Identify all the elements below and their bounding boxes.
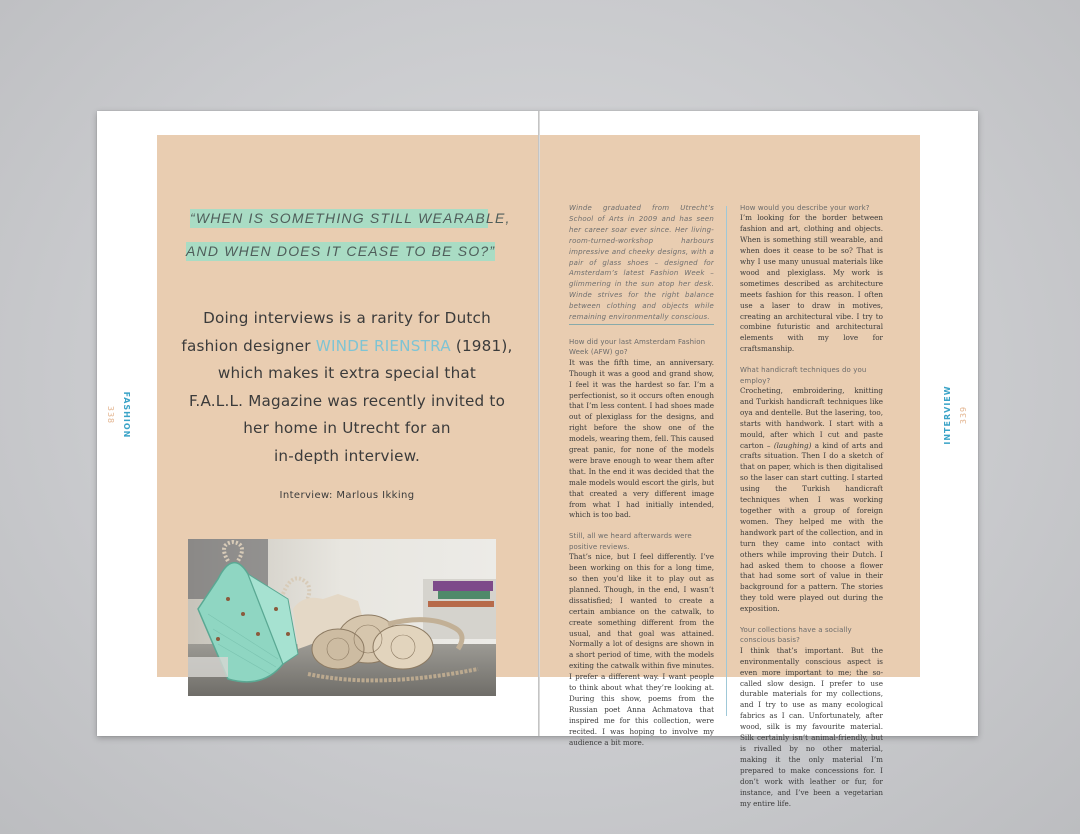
lead-line: which makes it extra special that: [217, 364, 477, 382]
lead-paragraph: [177, 305, 517, 470]
pull-quote-line-2: AND WHEN DOES IT CEASE TO BE SO?”: [186, 243, 496, 259]
magazine-spread: [97, 111, 978, 808]
emphasis: (laughing): [773, 440, 812, 450]
page-spine: [538, 111, 540, 736]
designer-name: WINDE RIENSTRA: [315, 336, 451, 355]
page-number-right: 339: [959, 405, 968, 425]
answer: It was the fifth time, an anniversary. Though it was a good and grand show, I feel it was the hardest so far. I’m a perfectionist, so it occurs often enough that I’m less content. I had shoes made out of plexiglass for the designs, and right before the show one of the models, wearing them, fell. This caused great panic, for none of the models were brave enough to wear them after that. In the end it was decided that the male models would escort the girls, but that created a very different image from what I had initially intended, which is too bad.: [569, 357, 714, 520]
question: What handicraft techniques do you employ?: [740, 366, 867, 385]
question: How did your last Amsterdam Fashion Week (AFW) go?: [569, 337, 706, 357]
page-number-left: 338: [106, 405, 115, 425]
answer: I’m looking for the border between fashion and art, clothing and objects. When is something still wearable, and when does it cease to be so? That is why I use many unusual materials like wood and plexiglass. My work is sometimes described as architecture meets fashion for this reason. I often use a laser to draw in motives, creating an architectural vibe. I try to combine futuristic and architectural elements with my love for craftsmanship.: [740, 213, 883, 354]
byline: Interview: Marlous Ikking: [279, 490, 415, 501]
question: Still, all we heard afterwards were positive reviews.: [569, 532, 692, 551]
intro-paragraph: Winde graduated from Utrecht’s School of Arts in 2009 and has seen her career soar ever since. Her living-room-turned-workshop harbours impressive and cheeky designs, with a pair of glass shoes – designed for Amsterdam’s latest Fashion Week – glimmering in the sun atop her desk. Winde strives for the right balance between clothing and objects while remaining environmentally conscious.: [569, 204, 714, 322]
workshop-photo: [188, 539, 496, 696]
lead-line: Doing interviews is a rarity for Dutch: [203, 309, 491, 327]
answer: I think that’s important. But the environmentally conscious aspect is even more important to me; the so-called slow design. I prefer to use durable materials for my collections, and I try to use as many ecological fabrics as I can. Unfortunately, after wood, silk is my favourite material. Silk certainly isn’t animal-friendly, but is rivalled by no other material, making it the only material I’m prepared to make concessions for. I don’t work with leather or fur, for instance, and I’ve been a vegetarian my entire life.: [740, 645, 883, 808]
question: How would you describe your work?: [740, 204, 870, 212]
section-label-interview: INTERVIEW: [943, 385, 952, 445]
answer: That’s nice, but I feel differently. I’ve been working on this for a long time, so then you’d like it to play out as planned. Though, in the end, I wasn’t dissatisfied; I wanted to create a certain ambiance on the catwalk, to create something different from the usual, and that goal was attained. Normally a lot of designs are shown in a short period of time, with the models exiting the catwalk within five minutes. I prefer a different way. I want people to think about what they’re looking at. During this show, poems from the Russian poet Anna Achmatova that inspired me for this collection, were recited. I was hoping to involve my audience a bit more.: [569, 552, 714, 747]
lead-line: fashion designer WINDE RIENSTRA (1981),: [181, 336, 513, 355]
answer: Crocheting, embroidering, knitting and Turkish handicraft techniques like oya and dentelle. But the lasering, too, starts with handwork. I start with a mould, after which I cut and paste carton – (laughing) a kind of arts and crafts situation. Then I do a sketch of that on paper, which is then digitalised so the laser can start cutting. I started using the Turkish handicraft techniques when I was working together with a group of foreign women. They helped me with the handwork part of the collection, and in turn they came into contact with others while improving their Dutch. I had asked them to choose a flower that had some sort of value in their background for a pattern. The stories they told were played out during the exposition.: [740, 386, 883, 614]
pull-quote-line-1: “WHEN IS SOMETHING STILL WEARABLE,: [190, 210, 511, 226]
column-divider: [726, 206, 727, 716]
section-label-fashion: FASHION: [122, 391, 131, 439]
lead-line: her home in Utrecht for an: [243, 419, 451, 437]
lead-line: F.A.L.L. Magazine was recently invited to: [188, 391, 506, 410]
lead-line: in-depth interview.: [274, 446, 420, 465]
text-column-2: [740, 203, 883, 809]
text-column-1: [569, 203, 714, 749]
question: Your collections have a socially conscious basis?: [740, 626, 852, 645]
